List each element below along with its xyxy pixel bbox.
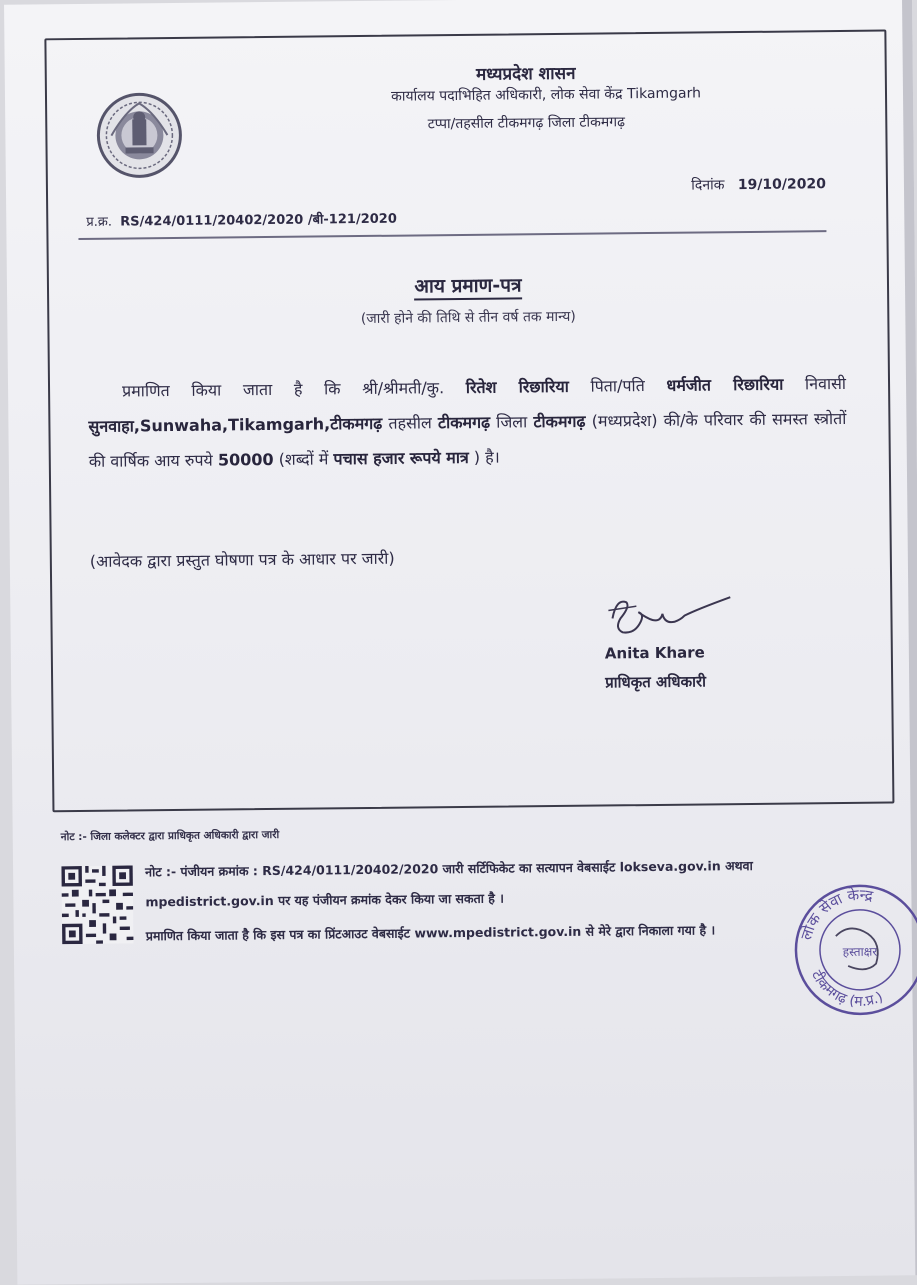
stmt-text: प्रमाणित किया जाता है कि श्री/श्रीमती/कु. <box>121 377 466 401</box>
stmt-text: ) है। <box>468 447 500 467</box>
income-words: पचास हजार रूपये मात्र <box>333 447 469 469</box>
lok-seva-stamp-icon <box>789 877 917 1022</box>
qr-code-icon <box>61 865 134 944</box>
signature-icon <box>600 587 741 644</box>
stmt-text: जिला <box>489 412 534 432</box>
certificate-paper <box>4 0 917 1285</box>
printout-note: प्रमाणित किया जाता है कि इस पत्र का प्रिंटआउट वेबसाईट www.mpedistrict.gov.in से मेरे द्वारा निकाला गया है । <box>145 922 716 944</box>
validity-note: (जारी होने की तिथि से तीन वर्ष तक मान्य) <box>360 308 576 328</box>
office-location: टप्पा/तहसील टीकमगढ़ जिला टीकमगढ़ <box>427 114 626 133</box>
svg-text:टीकमगढ़ (म.प्र.) <box>808 967 886 1011</box>
father-name: धर्मजीत रिछारिया <box>666 374 784 395</box>
signatory-title: प्राधिकृत अधिकारी <box>605 672 707 692</box>
issue-date <box>691 174 826 194</box>
office-title: कार्यालय पदाभिहित अधिकारी, लोक सेवा केंद्र Tikamgarh <box>390 85 702 105</box>
tehsil: टीकमगढ़ <box>437 412 491 433</box>
stmt-text: (शब्दों में <box>273 449 334 469</box>
government-title: मध्यप्रदेश शासन <box>475 63 576 85</box>
ref-label: प्र.क्र. <box>86 214 113 230</box>
certificate-body <box>88 366 847 479</box>
verification-note: नोट :- पंजीयन क्रमांक : RS/424/0111/20402/2020 जारी सर्टिफिकेट का सत्यापन वेबसाईट lokseva.gov.in अथवा mpedistrict.gov.in पर यह पंजीयन क्रमांक देकर किया जा सकता है । <box>145 857 753 910</box>
stamp-inner-text: हस्ताक्षर <box>842 944 878 960</box>
issue-basis: (आवेदक द्वारा प्रस्तुत घोषणा पत्र के आधार पर जारी) <box>89 548 395 571</box>
stmt-text: (मध्यप्रदेश) की/के परिवार की समस्त स्त्रोतों की वार्षिक आय रुपये <box>88 408 847 471</box>
date-label: दिनांक <box>691 177 725 194</box>
stmt-text: तहसील <box>382 413 439 433</box>
district: टीकमगढ़ <box>533 411 586 432</box>
income-amount: 50000 <box>217 449 274 470</box>
stamp-text-bottom: टीकमगढ़ (म.प्र.) <box>808 967 886 1010</box>
stmt-text: निवासी <box>783 373 847 394</box>
stamp-text-top: लोक सेवा केन्द्र <box>796 885 875 943</box>
certificate-title <box>49 268 887 303</box>
header-divider <box>78 230 826 239</box>
address: सुनवाहा,Sunwaha,Tikamgarh,टीकमगढ़ <box>88 413 383 436</box>
svg-text:लोक सेवा केन्द्र <box>796 885 875 942</box>
collector-note: नोट :- जिला कलेक्टर द्वारा प्राधिकृत अधिकारी द्वारा जारी <box>60 828 280 844</box>
certificate-border <box>44 30 894 813</box>
certificate-title-text: आय प्रमाण-पत्र <box>414 274 521 300</box>
paper-edge <box>902 0 917 1275</box>
signatory-name: Anita Khare <box>604 643 705 663</box>
reference-number <box>86 209 397 230</box>
ref-value: RS/424/0111/20402/2020 /बी-121/2020 <box>120 211 397 230</box>
certificate-statement <box>88 366 847 479</box>
date-value: 19/10/2020 <box>737 176 827 194</box>
holder-name: रितेश रिछारिया <box>465 376 569 397</box>
stmt-text: पिता/पति <box>568 375 667 396</box>
